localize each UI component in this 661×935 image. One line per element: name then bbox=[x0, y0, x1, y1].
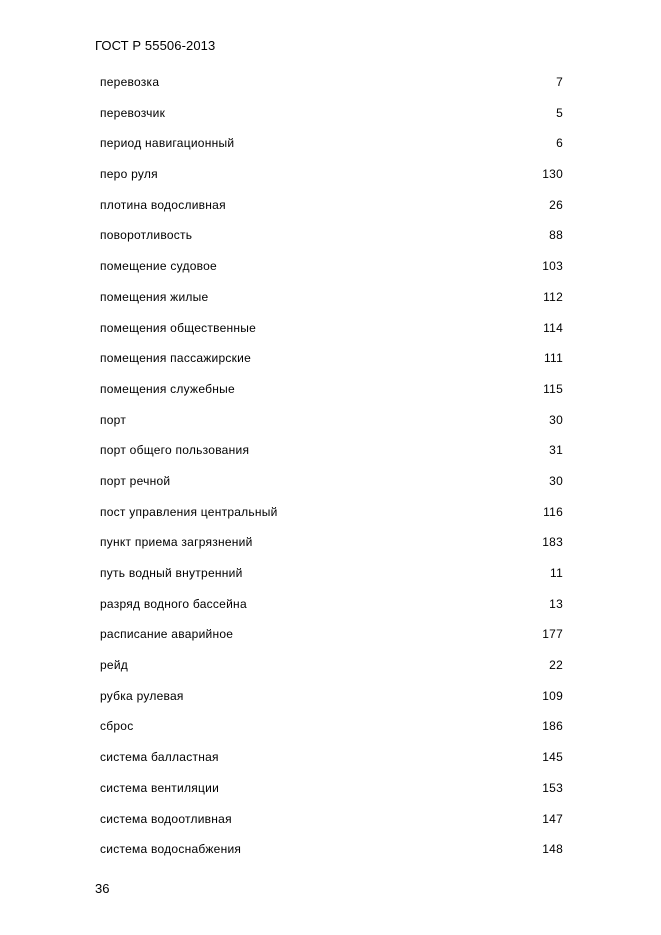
index-entry bbox=[100, 596, 563, 627]
index-entry bbox=[100, 258, 563, 289]
index-entry bbox=[100, 74, 563, 105]
index-term: система балластная bbox=[100, 750, 219, 765]
index-term: система водоснабжения bbox=[100, 842, 242, 857]
index-entry bbox=[100, 166, 563, 197]
index-page-number: 183 bbox=[542, 535, 563, 550]
index-page-number: 186 bbox=[542, 719, 563, 734]
index-entry bbox=[100, 320, 563, 351]
index-term: помещения жилые bbox=[100, 289, 209, 304]
index-term: перевозка bbox=[100, 75, 160, 89]
index-page-number: 145 bbox=[542, 750, 563, 765]
index-entry bbox=[100, 749, 563, 780]
index-page-number: 103 bbox=[542, 259, 563, 274]
index-entry bbox=[100, 442, 563, 473]
index-term: помещения общественные bbox=[100, 320, 257, 335]
index-term: система вентиляции bbox=[100, 780, 220, 795]
index-page-number: 5 bbox=[556, 105, 563, 120]
index-entry bbox=[100, 227, 563, 258]
index-entry bbox=[100, 289, 563, 320]
index-term: разряд водного бассейна bbox=[100, 596, 247, 611]
index-entry bbox=[100, 135, 563, 166]
index-entry bbox=[100, 811, 563, 842]
document-header: ГОСТ Р 55506-2013 bbox=[95, 38, 216, 53]
index-page-number: 30 bbox=[549, 473, 563, 488]
index-page-number: 13 bbox=[549, 596, 563, 611]
index-page-number: 30 bbox=[549, 412, 563, 427]
index-page-number: 115 bbox=[543, 381, 563, 396]
index-term: рубка рулевая bbox=[100, 688, 184, 703]
index-term: период навигационный bbox=[100, 136, 235, 151]
index-entry bbox=[100, 412, 563, 443]
index-term: сброс bbox=[100, 719, 134, 734]
index-term: плотина водосливная bbox=[100, 197, 226, 212]
alphabetical-index bbox=[100, 74, 563, 872]
index-page-number: 148 bbox=[542, 842, 563, 857]
index-page-number: 114 bbox=[543, 320, 563, 335]
index-term: порт речной bbox=[100, 473, 171, 488]
index-term: порт общего пользования bbox=[100, 443, 250, 458]
index-term: система водоотливная bbox=[100, 811, 232, 826]
index-term: помещение судовое bbox=[100, 259, 217, 274]
index-entry bbox=[100, 565, 563, 596]
index-term: порт bbox=[100, 412, 127, 427]
index-term: рейд bbox=[100, 658, 129, 673]
index-page-number: 26 bbox=[549, 197, 563, 212]
index-page-number: 31 bbox=[549, 443, 563, 458]
index-entry bbox=[100, 504, 563, 535]
index-entry bbox=[100, 381, 563, 412]
index-page-number: 111 bbox=[544, 351, 563, 366]
index-page-number: 153 bbox=[542, 780, 563, 795]
index-term: пункт приема загрязнений bbox=[100, 535, 253, 550]
index-term: поворотливость bbox=[100, 228, 193, 243]
index-term: перевозчик bbox=[100, 105, 166, 120]
index-page-number: 22 bbox=[549, 658, 563, 673]
index-term: помещения пассажирские bbox=[100, 351, 252, 366]
index-page-number: 11 bbox=[550, 566, 563, 580]
index-entry bbox=[100, 626, 563, 657]
index-entry bbox=[100, 534, 563, 565]
index-entry bbox=[100, 841, 563, 872]
index-page-number: 177 bbox=[542, 627, 563, 642]
index-entry bbox=[100, 197, 563, 228]
index-term: помещения служебные bbox=[100, 381, 235, 396]
index-term: расписание аварийное bbox=[100, 627, 234, 642]
index-entry bbox=[100, 350, 563, 381]
index-page-number: 130 bbox=[542, 167, 563, 182]
page-number: 36 bbox=[95, 881, 110, 896]
index-term: пост управления центральный bbox=[100, 504, 278, 519]
index-entry bbox=[100, 688, 563, 719]
index-entry bbox=[100, 105, 563, 136]
index-page-number: 147 bbox=[542, 811, 563, 826]
index-page-number: 6 bbox=[556, 136, 563, 151]
index-entry bbox=[100, 780, 563, 811]
index-page-number: 109 bbox=[542, 688, 563, 703]
index-page-number: 88 bbox=[549, 228, 563, 243]
index-page-number: 116 bbox=[543, 504, 563, 519]
index-term: перо руля bbox=[100, 167, 158, 182]
index-page-number: 112 bbox=[543, 289, 563, 304]
index-term: путь водный внутренний bbox=[100, 566, 243, 580]
index-entry bbox=[100, 718, 563, 749]
index-entry bbox=[100, 657, 563, 688]
index-entry bbox=[100, 473, 563, 504]
index-page-number: 7 bbox=[556, 75, 563, 89]
